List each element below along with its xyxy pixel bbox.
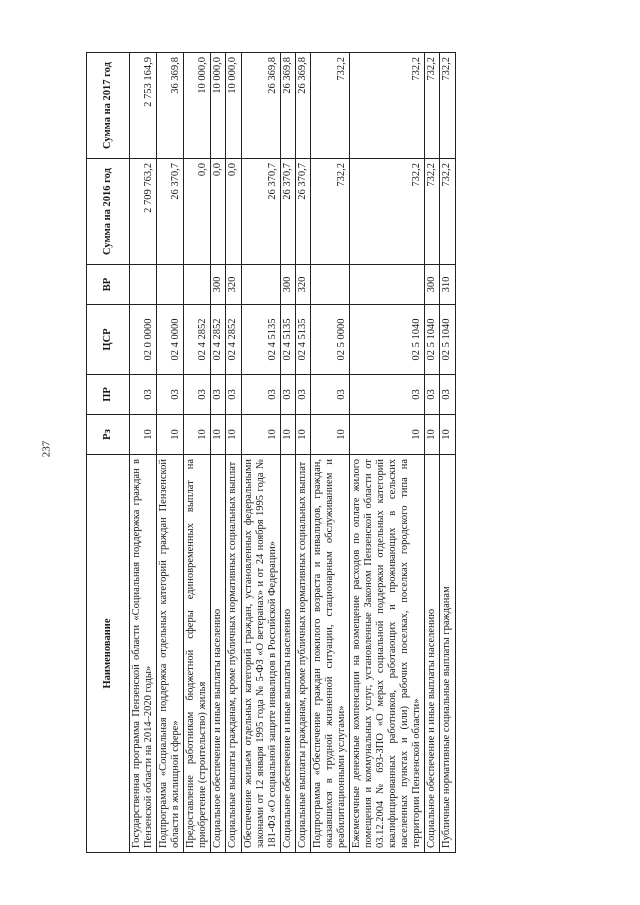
row-rz: 10 [310, 415, 349, 455]
row-sum-2017: 26 369,8 [295, 53, 310, 159]
row-pr: 03 [425, 375, 440, 415]
row-pr: 03 [295, 375, 310, 415]
row-pr: 03 [184, 375, 211, 415]
row-vr [241, 265, 280, 305]
row-csr: 02 5 1040 [350, 305, 425, 375]
row-sum-2017: 10 000,0 [211, 53, 226, 159]
row-rz: 10 [241, 415, 280, 455]
row-sum-2016: 732,2 [310, 159, 349, 265]
row-sum-2016: 26 370,7 [241, 159, 280, 265]
row-sum-2016: 26 370,7 [295, 159, 310, 265]
row-vr: 300 [280, 265, 295, 305]
row-rz: 10 [211, 415, 226, 455]
row-pr: 03 [157, 375, 184, 415]
row-sum-2016: 0,0 [184, 159, 211, 265]
row-name: Социальные выплаты гражданам, кроме публичных нормативных социальных выплат [295, 455, 310, 853]
table-row [280, 53, 295, 853]
row-name: Государственная программа Пензенской области «Социальная поддержка граждан в Пензенской области на 2014–2020 годы» [130, 455, 157, 853]
table-row [440, 53, 455, 853]
row-pr: 03 [310, 375, 349, 415]
row-sum-2017: 36 369,8 [157, 53, 184, 159]
table-row [295, 53, 310, 853]
row-name: Социальное обеспечение и иные выплаты населению [425, 455, 440, 853]
row-rz: 10 [130, 415, 157, 455]
row-name: Ежемесячные денежные компенсации на возмещение расходов по оплате жилого помещения и коммунальных услуг, установленные Законом Пензенской области от 03.12.2004 № 693-ЗПО «О мерах социальной поддержки отдельных категорий квалифицированных работников, работающих и проживающих в сельских населенных пунктах и (или) рабочих поселках, поселках городского типа на территории Пензенской области» [350, 455, 425, 853]
row-sum-2017: 732,2 [440, 53, 455, 159]
row-rz: 10 [440, 415, 455, 455]
budget-table-rotated [86, 53, 518, 853]
row-rz: 10 [350, 415, 425, 455]
row-csr: 02 4 2852 [211, 305, 226, 375]
row-sum-2017: 10 000,0 [226, 53, 241, 159]
row-sum-2017: 732,2 [310, 53, 349, 159]
row-pr: 03 [280, 375, 295, 415]
row-vr: 300 [211, 265, 226, 305]
row-csr: 02 5 1040 [440, 305, 455, 375]
row-sum-2017: 732,2 [425, 53, 440, 159]
table-row [184, 53, 211, 853]
row-vr: 310 [440, 265, 455, 305]
header-sum-2017: Сумма на 2017 год [87, 53, 130, 159]
row-name: Публичные нормативные социальные выплаты гражданам [440, 455, 455, 853]
row-vr: 320 [226, 265, 241, 305]
header-csr: ЦСР [87, 305, 130, 375]
row-pr: 03 [226, 375, 241, 415]
row-name: Социальное обеспечение и иные выплаты населению [280, 455, 295, 853]
row-name: Социальное обеспечение и иные выплаты населению [211, 455, 226, 853]
table-header-row [87, 53, 130, 853]
row-pr: 03 [350, 375, 425, 415]
row-sum-2016: 26 370,7 [280, 159, 295, 265]
row-sum-2017: 26 369,8 [280, 53, 295, 159]
row-pr: 03 [130, 375, 157, 415]
row-vr [350, 265, 425, 305]
table-row [350, 53, 425, 853]
row-pr: 03 [241, 375, 280, 415]
row-sum-2017: 2 753 164,9 [130, 53, 157, 159]
table-row [241, 53, 280, 853]
header-sum-2016: Сумма на 2016 год [87, 159, 130, 265]
row-name: Подпрограмма «Социальная поддержка отдельных категорий граждан Пензенской области в жилищной сфере» [157, 455, 184, 853]
row-pr: 03 [211, 375, 226, 415]
row-csr: 02 4 5135 [295, 305, 310, 375]
row-rz: 10 [280, 415, 295, 455]
row-sum-2016: 732,2 [440, 159, 455, 265]
row-csr: 02 4 2852 [184, 305, 211, 375]
row-name: Обеспечение жильем отдельных категорий граждан, установленных федеральными законами от 12 января 1995 года № 5-ФЗ «О ветеранах» и от 24 ноября 1995 года № 181-ФЗ «О социальной защите инвалидов в Российской Федерации» [241, 455, 280, 853]
row-sum-2016: 2 709 763,2 [130, 159, 157, 265]
table-row [211, 53, 226, 853]
row-csr: 02 4 5135 [280, 305, 295, 375]
budget-table [86, 52, 456, 853]
row-rz: 10 [295, 415, 310, 455]
row-csr: 02 4 0000 [157, 305, 184, 375]
row-name: Подпрограмма «Обеспечение граждан пожилого возраста и инвалидов, граждан, оказавшихся в трудной жизненной ситуации, стационарным обслуживанием и реабилитационными услугами» [310, 455, 349, 853]
table-row [310, 53, 349, 853]
header-name: Наименование [87, 455, 130, 853]
row-csr: 02 4 2852 [226, 305, 241, 375]
row-vr [310, 265, 349, 305]
row-sum-2016: 26 370,7 [157, 159, 184, 265]
row-vr: 300 [425, 265, 440, 305]
row-vr [184, 265, 211, 305]
table-row [425, 53, 440, 853]
row-sum-2016: 732,2 [425, 159, 440, 265]
page-number: 237 [40, 440, 53, 458]
row-csr: 02 4 5135 [241, 305, 280, 375]
row-rz: 10 [226, 415, 241, 455]
row-sum-2017: 26 369,8 [241, 53, 280, 159]
row-sum-2017: 732,2 [350, 53, 425, 159]
row-sum-2017: 10 000,0 [184, 53, 211, 159]
row-name: Социальные выплаты гражданам, кроме публичных нормативных социальных выплат [226, 455, 241, 853]
row-rz: 10 [184, 415, 211, 455]
header-vr: ВР [87, 265, 130, 305]
row-csr: 02 5 1040 [425, 305, 440, 375]
row-sum-2016: 0,0 [226, 159, 241, 265]
table-row [226, 53, 241, 853]
row-csr: 02 5 0000 [310, 305, 349, 375]
row-csr: 02 0 0000 [130, 305, 157, 375]
row-sum-2016: 732,2 [350, 159, 425, 265]
row-rz: 10 [425, 415, 440, 455]
row-name: Предоставление работникам бюджетной сферы единовременных выплат на приобретение (строительство) жилья [184, 455, 211, 853]
row-sum-2016: 0,0 [211, 159, 226, 265]
row-rz: 10 [157, 415, 184, 455]
table-row [130, 53, 157, 853]
row-pr: 03 [440, 375, 455, 415]
header-pr: ПР [87, 375, 130, 415]
table-row [157, 53, 184, 853]
row-vr [130, 265, 157, 305]
row-vr: 320 [295, 265, 310, 305]
header-rz: Рз [87, 415, 130, 455]
row-vr [157, 265, 184, 305]
